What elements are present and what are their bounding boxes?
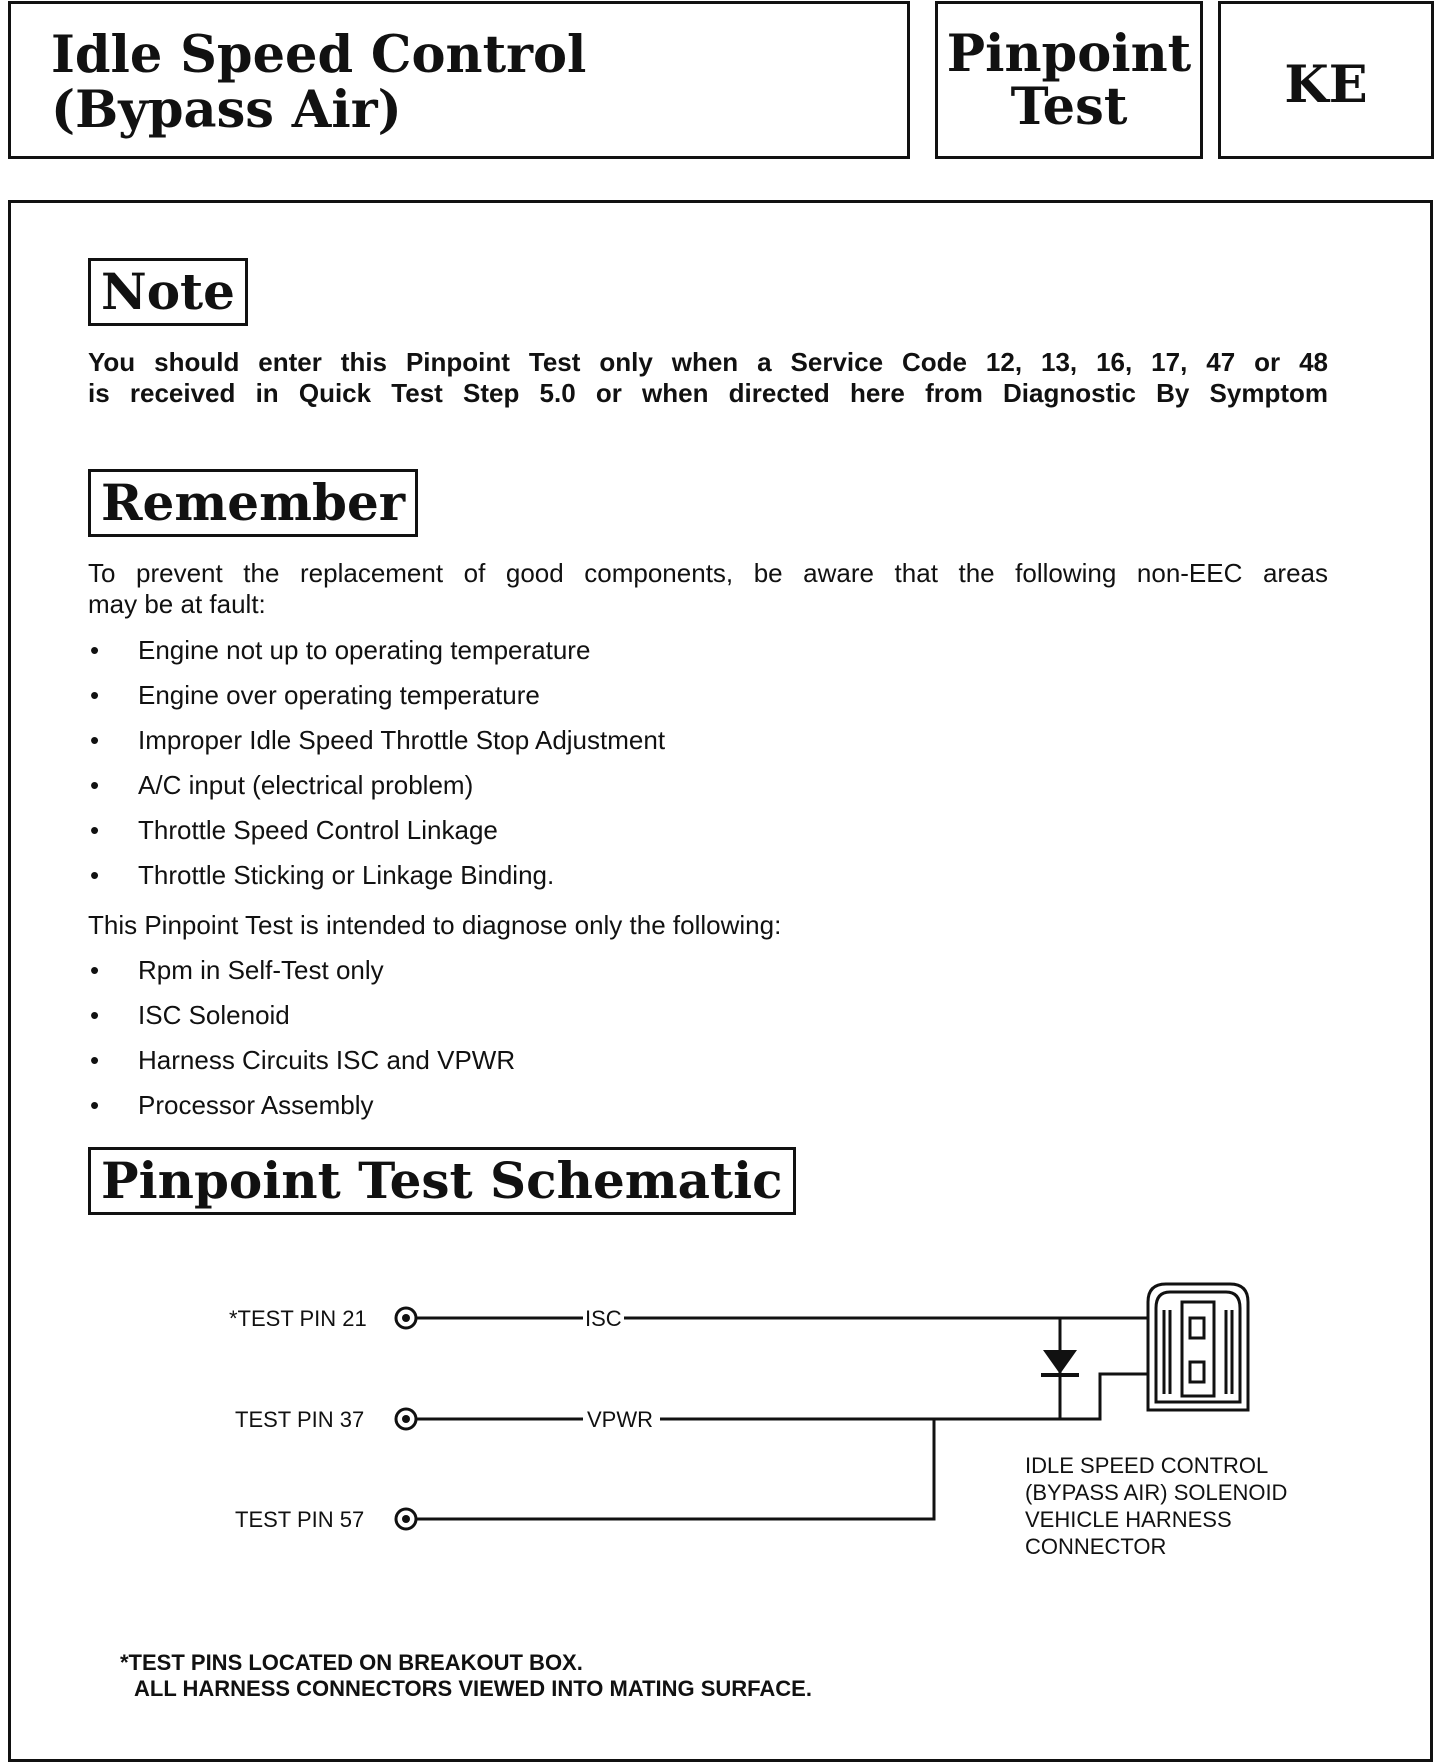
bullet-icon: • xyxy=(90,860,100,890)
bullet-icon: • xyxy=(90,770,100,800)
bullet-icon: • xyxy=(90,725,100,755)
test-pin-57-label: TEST PIN 57 xyxy=(235,1507,365,1532)
diagnose-item-text: Harness Circuits ISC and VPWR xyxy=(138,1045,516,1075)
diagnose-item-text: Processor Assembly xyxy=(138,1090,374,1120)
diagnose-intro: This Pinpoint Test is intended to diagnose only the following: xyxy=(88,910,782,940)
fault-item-text: A/C input (electrical problem) xyxy=(138,770,474,800)
diode-icon xyxy=(1041,1350,1079,1375)
fault-item-text: Throttle Speed Control Linkage xyxy=(138,815,498,845)
bullet-icon: • xyxy=(90,1000,100,1030)
title-line-2: (Bypass Air) xyxy=(51,80,402,140)
harness-connector-icon xyxy=(1148,1284,1248,1410)
test-type-line-1: Pinpoint xyxy=(946,24,1192,84)
bullet-icon: • xyxy=(90,635,100,665)
vpwr-to-connector-wire xyxy=(1060,1374,1148,1419)
diagnose-item-text: ISC Solenoid xyxy=(138,1000,290,1030)
remember-intro-line-2: may be at fault: xyxy=(88,589,266,619)
fault-item-text: Engine not up to operating temperature xyxy=(138,635,591,665)
footnote-line-2: ALL HARNESS CONNECTORS VIEWED INTO MATING SURFACE. xyxy=(134,1676,812,1701)
fault-item-text: Engine over operating temperature xyxy=(138,680,540,710)
connector-label-line-1: IDLE SPEED CONTROL xyxy=(1025,1453,1269,1478)
test-pin-37-label: TEST PIN 37 xyxy=(235,1407,365,1432)
isc-wire-label: ISC xyxy=(585,1306,622,1331)
fault-item-text: Throttle Sticking or Linkage Binding. xyxy=(138,860,555,890)
note-line-1: You should enter this Pinpoint Test only when a Service Code 12, 13, 16, 17, 47 or 48 xyxy=(88,347,1328,377)
fault-item-text: Improper Idle Speed Throttle Stop Adjustment xyxy=(138,725,666,755)
test-code: KE xyxy=(1284,55,1368,115)
remember-intro-line-1: To prevent the replacement of good components, be aware that the following non-EEC areas xyxy=(88,558,1328,588)
remember-heading: Remember xyxy=(88,469,418,537)
test-type-line-2: Test xyxy=(1010,77,1128,137)
note-heading: Note xyxy=(88,258,248,326)
bullet-icon: • xyxy=(90,1090,100,1120)
bullet-icon: • xyxy=(90,680,100,710)
footnote-line-1: *TEST PINS LOCATED ON BREAKOUT BOX. xyxy=(120,1650,583,1675)
bullet-icon: • xyxy=(90,955,100,985)
bullet-icon: • xyxy=(90,1045,100,1075)
diagnose-item-text: Rpm in Self-Test only xyxy=(138,955,384,985)
bullet-icon: • xyxy=(90,815,100,845)
schematic-heading: Pinpoint Test Schematic xyxy=(88,1147,796,1215)
vpwr-wire-label: VPWR xyxy=(587,1407,653,1432)
connector-label-line-2: (BYPASS AIR) SOLENOID xyxy=(1025,1480,1288,1505)
test-pin-21-label: *TEST PIN 21 xyxy=(229,1306,367,1331)
title-line-1: Idle Speed Control xyxy=(51,25,587,85)
connector-label-line-3: VEHICLE HARNESS xyxy=(1025,1507,1232,1532)
pin57-wire xyxy=(414,1419,934,1519)
note-line-2: is received in Quick Test Step 5.0 or when directed here from Diagnostic By Symptom xyxy=(88,378,1328,408)
connector-label-line-4: CONNECTOR xyxy=(1025,1534,1167,1559)
